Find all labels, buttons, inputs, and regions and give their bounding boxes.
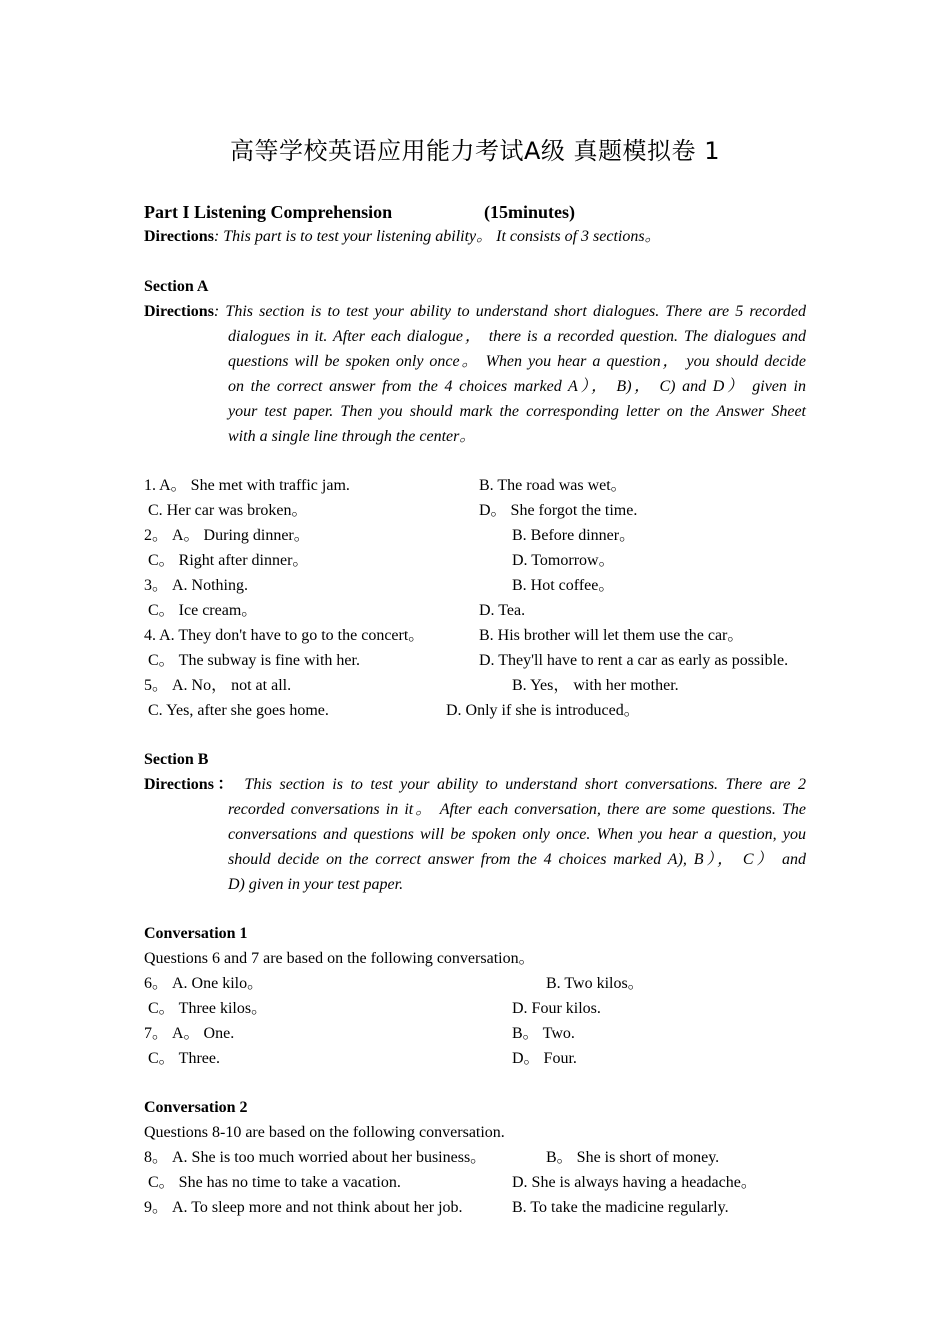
directions-line: on the correct answer from the 4 choices marked A）， B)， C) and D） given in	[228, 378, 806, 395]
directions-line: questions will be spoken only once。 When you hear a question， you should decide	[228, 353, 806, 370]
directions-label: Directions	[144, 303, 214, 320]
q1-option-b: B. The road was wet。	[479, 477, 627, 494]
q3-option-c: C。 Ice cream。	[148, 602, 258, 619]
conversation-2-heading: Conversation 2	[144, 1099, 248, 1116]
part1-heading	[144, 200, 575, 225]
directions-line: dialogues in it. After each dialogue， there is a recorded question. The dialogues and	[228, 328, 806, 345]
part1-directions	[144, 224, 661, 249]
q6-option-c: C。 Three kilos。	[148, 1000, 268, 1017]
q3-option-b: B. Hot coffee。	[512, 577, 615, 594]
q5-option-b: B. Yes， with her mother.	[512, 677, 679, 694]
q4-option-a: 4. A. They don't have to go to the concert。	[144, 627, 425, 644]
directions-label: Directions	[144, 228, 214, 245]
directions-line: should decide on the correct answer from the 4 choices marked A), B）， C） and	[228, 851, 806, 868]
q5-option-d: D. Only if she is introduced。	[446, 702, 640, 719]
directions-line: conversations and questions will be spoken only once. When you hear a question, you	[228, 826, 806, 843]
q8-option-d: D. She is always having a headache。	[512, 1174, 757, 1191]
page-title: 高等学校英语应用能力考试A级 真题模拟卷 1	[230, 137, 720, 165]
q7-option-a: 7。 A。 One.	[144, 1025, 235, 1042]
q4-option-b: B. His brother will let them use the car。	[479, 627, 744, 644]
conversation-1-intro: Questions 6 and 7 are based on the following conversation。	[144, 950, 535, 967]
directions-line: D) given in your test paper.	[228, 876, 404, 893]
q7-option-c: C。 Three.	[148, 1050, 220, 1067]
section-a-directions-rest	[228, 324, 806, 449]
directions-text: : This section is to test your ability to understand short dialogues. There are 5 recorded	[213, 303, 806, 320]
q4-option-d: D. They'll have to rent a car as early as possible.	[479, 652, 789, 669]
q3-option-d: D. Tea.	[479, 602, 526, 619]
q6-option-b: B. Two kilos。	[546, 975, 644, 992]
q6-option-a: 6。 A. One kilo。	[144, 975, 264, 992]
section-b-heading: Section B	[144, 751, 209, 768]
q7-option-d: D。 Four.	[512, 1050, 577, 1067]
q6-option-d: D. Four kilos.	[512, 1000, 601, 1017]
q3-option-a: 3。 A. Nothing.	[144, 577, 249, 594]
conversation-1-heading: Conversation 1	[144, 925, 248, 942]
q9-option-a: 9。 A. To sleep more and not think about her job.	[144, 1199, 463, 1216]
section-b-directions-first	[144, 772, 806, 797]
q5-option-c: C. Yes, after she goes home.	[148, 702, 329, 719]
section-a-directions-first	[144, 299, 806, 324]
q2-option-c: C。 Right after dinner。	[148, 552, 309, 569]
q2-option-b: B. Before dinner。	[512, 527, 636, 544]
q8-option-c: C。 She has no time to take a vacation.	[148, 1174, 401, 1191]
q9-option-b: B. To take the madicine regularly.	[512, 1199, 729, 1216]
q2-option-a: 2。 A。 During dinner。	[144, 527, 310, 544]
directions-label: Directions：	[144, 776, 237, 793]
conversation-2-intro: Questions 8-10 are based on the following conversation.	[144, 1124, 505, 1141]
directions-line: your test paper. Then you should mark the corresponding letter on the Answer Sheet	[228, 403, 806, 420]
q1-option-c: C. Her car was broken。	[148, 502, 308, 519]
directions-line: recorded conversations in it。 After each conversation, there are some questions. The	[228, 801, 806, 818]
section-b-directions-rest	[228, 797, 806, 897]
q1-option-a: 1. A。 She met with traffic jam.	[144, 477, 350, 494]
part1-minutes: (15minutes)	[484, 202, 575, 222]
directions-text: This section is to test your ability to understand short conversations. There are 2	[236, 776, 807, 793]
q5-option-a: 5。 A. No， not at all.	[144, 677, 292, 694]
section-a-heading: Section A	[144, 278, 209, 295]
q8-option-a: 8。 A. She is too much worried about her business。	[144, 1149, 487, 1166]
directions-line: with a single line through the center。	[228, 428, 476, 445]
q2-option-d: D. Tomorrow。	[512, 552, 615, 569]
directions-text: : This part is to test your listening ability。 It consists of 3 sections。	[213, 228, 661, 245]
q1-option-d: D。 She forgot the time.	[479, 502, 638, 519]
q7-option-b: B。 Two.	[512, 1025, 575, 1042]
q8-option-b: B。 She is short of money.	[546, 1149, 720, 1166]
q4-option-c: C。 The subway is fine with her.	[148, 652, 360, 669]
part1-title: Part I Listening Comprehension	[144, 202, 393, 222]
